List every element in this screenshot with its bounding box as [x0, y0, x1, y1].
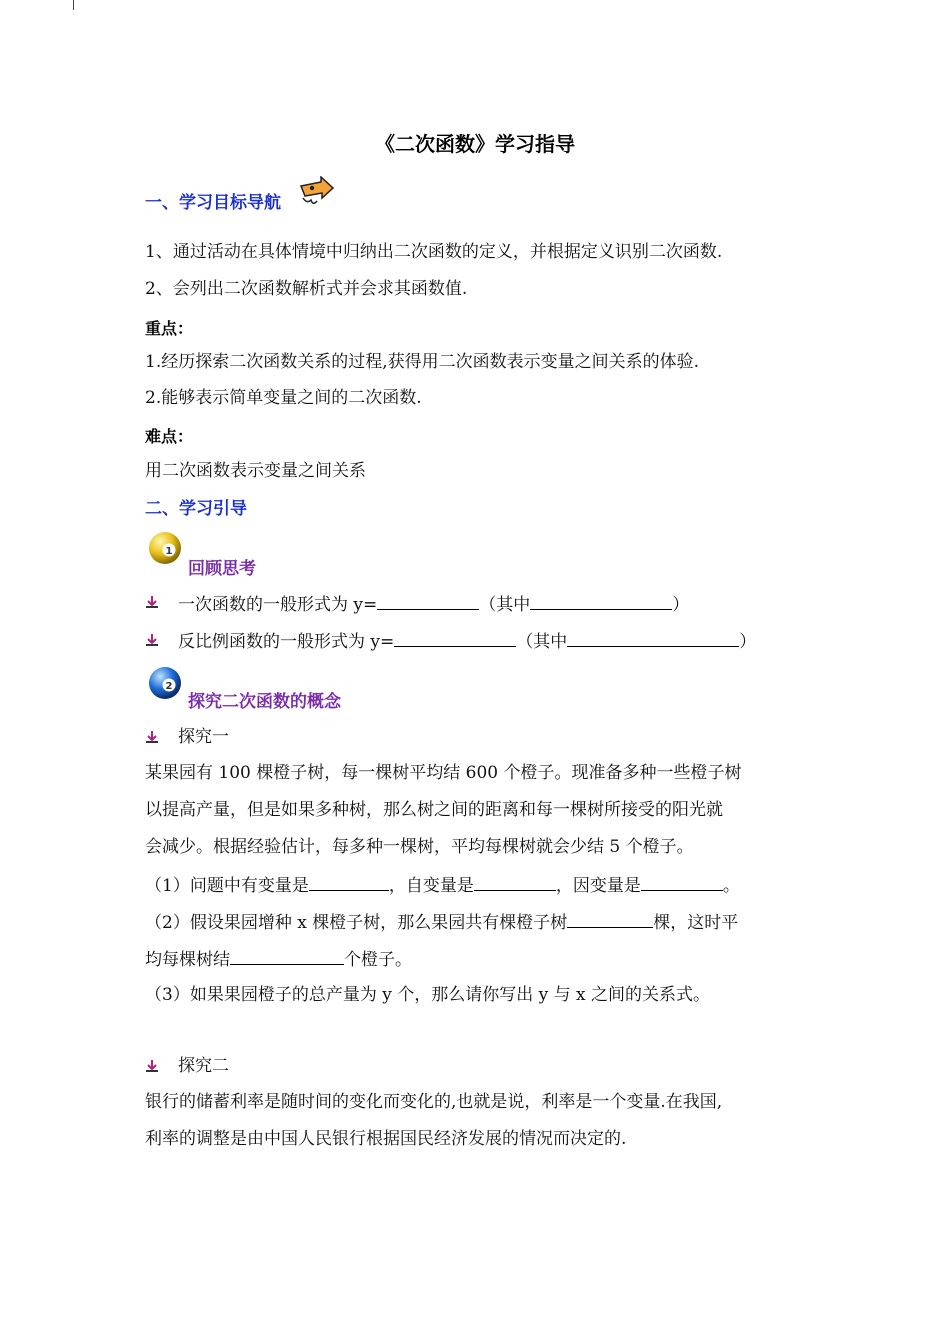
q1-text-b: ，自变量是: [388, 876, 474, 896]
explore-1-para-1: 某果园有 100 棵橙子树，每一棵树平均结 600 个橙子。现准备多种一些橙子树: [145, 763, 742, 783]
page-title: 《二次函数》学习指导: [375, 132, 575, 156]
blank-variables[interactable]: [309, 872, 389, 891]
blue-ball-icon: [147, 665, 183, 701]
key-point-1: 1.经历探索二次函数关系的过程,获得用二次函数表示变量之间关系的体验.: [145, 352, 700, 372]
goal-1: 1、通过活动在具体情境中归纳出二次函数的定义，并根据定义识别二次函数.: [145, 242, 723, 262]
q2-end: ）: [739, 632, 757, 652]
arrow-bullet-icon: [144, 594, 160, 610]
q1-end: ）: [672, 595, 690, 615]
pointing-hand-icon: [297, 176, 335, 208]
explore-1-para-2: 以提高产量，但是如果多种树，那么树之间的距离和每一棵树所接受的阳光就: [145, 800, 723, 820]
explore-1-para-3: 会减少。根据经验估计，每多种一棵树，平均每棵树就会少结 5 个橙子。: [145, 837, 694, 857]
blank-oranges-per-tree[interactable]: [230, 946, 344, 965]
q2-text-c: 均每棵树结: [145, 950, 230, 970]
explore-2-label: 探究二: [178, 1056, 229, 1076]
review-question-1: [178, 591, 689, 617]
blank-dependent-variable[interactable]: [641, 872, 723, 891]
key-points-label: 重点：: [145, 319, 194, 338]
q1-text-d: 。: [722, 876, 740, 896]
explore-1-question-3: （3）如果果园橙子的总产量为 y 个，那么请你写出 y 与 x 之间的关系式。: [145, 985, 711, 1005]
explore-1-question-2: [145, 909, 738, 935]
blank-independent-variable[interactable]: [474, 872, 556, 891]
q1-text-c: ，因变量是: [555, 876, 641, 896]
corner-crop-mark: [73, 0, 74, 10]
part2-number: 2: [165, 681, 173, 692]
part2-title: 探究二次函数的概念: [188, 692, 341, 712]
q1-text-a: （1）问题中有变量是: [145, 876, 309, 896]
section2-heading: 二、学习引导: [145, 499, 247, 519]
q2-text-d: 个橙子。: [344, 950, 412, 970]
explore-2-para-1: 银行的储蓄利率是随时间的变化而变化的,也就是说，利率是一个变量.在我国,: [145, 1092, 723, 1112]
explore-1-question-2-cont: [145, 946, 412, 972]
explore-1-label: 探究一: [178, 727, 229, 747]
part1-title: 回顾思考: [188, 559, 256, 579]
arrow-bullet-icon: [144, 729, 160, 745]
blank-linear-condition[interactable]: [530, 591, 672, 610]
arrow-bullet-icon: [144, 1058, 160, 1074]
section1-heading: 一、学习目标导航: [145, 193, 281, 213]
explore-1-question-1: [145, 872, 740, 898]
explore-2-para-2: 利率的调整是由中国人民银行根据国民经济发展的情况而决定的.: [145, 1129, 627, 1149]
q1-mid: （其中: [479, 595, 531, 615]
q1-prefix: 一次函数的一般形式为 y=: [178, 595, 378, 615]
part1-number: 1: [165, 546, 173, 557]
difficult-points-label: 难点：: [145, 427, 194, 446]
blank-inverse-form[interactable]: [394, 628, 516, 647]
blank-linear-form[interactable]: [377, 591, 479, 610]
goal-2: 2、会列出二次函数解析式并会求其函数值.: [145, 279, 468, 299]
q2-mid: （其中: [516, 632, 568, 652]
difficult-point-1: 用二次函数表示变量之间关系: [145, 461, 366, 481]
blank-inverse-condition[interactable]: [567, 628, 739, 647]
review-question-2: [178, 628, 756, 654]
q2-text-a: （2）假设果园增种 x 棵橙子树，那么果园共有棵橙子树: [145, 913, 568, 933]
key-point-2: 2.能够表示简单变量之间的二次函数.: [145, 388, 422, 408]
arrow-bullet-icon: [144, 632, 160, 648]
q2-text-b: 棵，这时平: [653, 913, 739, 933]
q2-prefix: 反比例函数的一般形式为 y=: [178, 632, 395, 652]
yellow-ball-icon: [147, 530, 183, 566]
blank-total-trees[interactable]: [567, 909, 653, 928]
